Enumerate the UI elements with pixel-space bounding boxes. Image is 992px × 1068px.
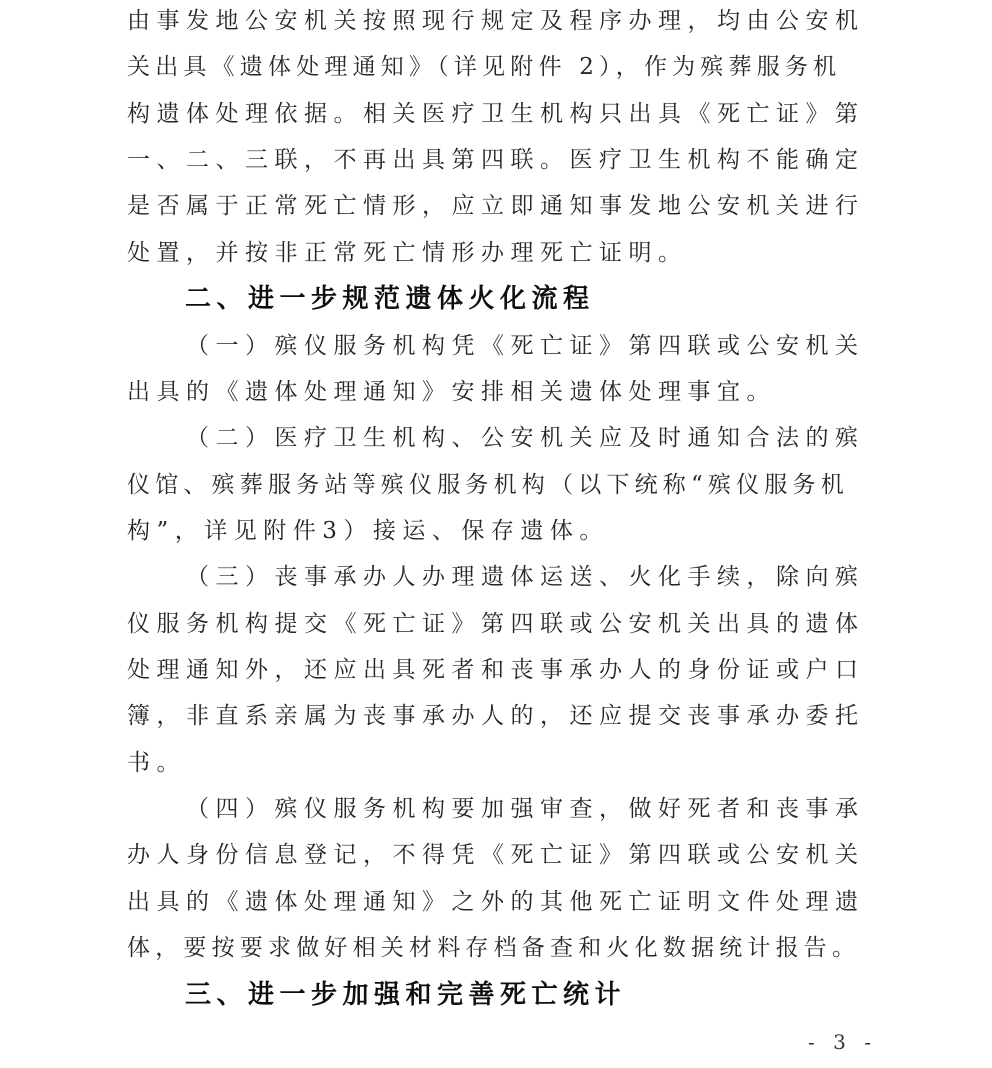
text-line: 关出具《遗体处理通知》（详见附件 2），作为殡葬服务机 [127, 54, 842, 81]
section-heading-3: 三、进一步加强和完善死亡统计 [185, 979, 627, 1010]
text-line: 由事发地公安机关按照现行规定及程序办理，均由公安机 [127, 8, 865, 34]
text-line: （二）医疗卫生机构、公安机关应及时通知合法的殡 [186, 425, 865, 452]
text-line: 处理通知外，还应出具死者和丧事承办人的身份证或户口 [127, 657, 865, 684]
text-line: 簿，非直系亲属为丧事承办人的，还应提交丧事承办委托 [127, 703, 865, 730]
text-line: （一）殡仪服务机构凭《死亡证》第四联或公安机关 [186, 332, 865, 359]
text-line: 构”，详见附件3）接运、保存遗体。 [127, 517, 609, 544]
text-line: 仪服务机构提交《死亡证》第四联或公安机关出具的遗体 [127, 610, 865, 637]
text-line: 构遗体处理依据。相关医疗卫生机构只出具《死亡证》第 [127, 100, 865, 127]
document-text-block [127, 0, 867, 1018]
text-line: （四）殡仪服务机构要加强审查，做好死者和丧事承 [186, 796, 865, 823]
section-heading-2: 二、进一步规范遗体火化流程 [185, 284, 595, 315]
text-line: 办人身份信息登记，不得凭《死亡证》第四联或公安机关 [127, 842, 865, 869]
text-line: 体，要按要求做好相关材料存档备查和火化数据统计报告。 [127, 935, 861, 962]
page-number: - 3 - [808, 1030, 877, 1054]
text-line: 处置，并按非正常死亡情形办理死亡证明。 [127, 239, 688, 266]
text-line: 仪馆、殡葬服务站等殡仪服务机构（以下统称“殡仪服务机 [127, 471, 849, 498]
text-line: 书。 [127, 749, 186, 776]
text-line: （三）丧事承办人办理遗体运送、火化手续，除向殡 [186, 564, 865, 591]
text-line: 出具的《遗体处理通知》安排相关遗体处理事宜。 [127, 378, 776, 405]
text-line: 出具的《遗体处理通知》之外的其他死亡证明文件处理遗 [127, 888, 865, 915]
text-line: 一、二、三联，不再出具第四联。医疗卫生机构不能确定 [127, 147, 865, 174]
text-line: 是否属于正常死亡情形，应立即通知事发地公安机关进行 [127, 193, 865, 220]
